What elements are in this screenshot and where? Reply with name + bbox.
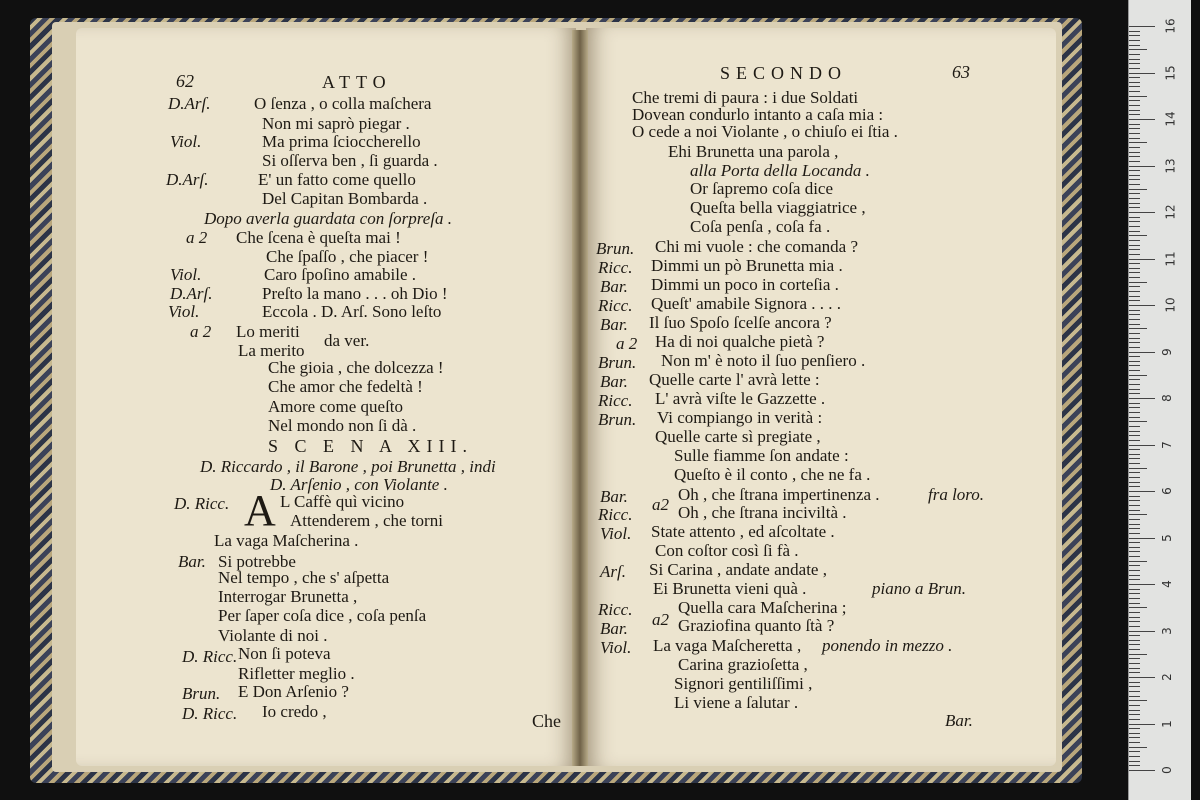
- verse-line: Ha di noi qualche pietà ?: [655, 332, 825, 351]
- ruler-minor-tick: [1129, 668, 1140, 669]
- ruler-minor-tick: [1129, 375, 1147, 376]
- verse-line: Ehi Brunetta una parola ,: [668, 142, 839, 161]
- ruler-label: 4: [1159, 580, 1174, 588]
- ruler-minor-tick: [1129, 565, 1140, 566]
- ruler-minor-tick: [1129, 338, 1140, 339]
- speaker-label: Viol.: [168, 302, 200, 321]
- verse-line: Queſto è il conto , che ne fa .: [674, 465, 871, 484]
- ruler-minor-tick: [1129, 412, 1140, 413]
- ruler-minor-tick: [1129, 142, 1147, 143]
- speaker-label: a2: [652, 610, 669, 629]
- ruler-minor-tick: [1129, 379, 1140, 380]
- ruler-label: 11: [1163, 250, 1178, 267]
- ruler-minor-tick: [1129, 291, 1140, 292]
- verse-line: Attenderem , che torni: [290, 511, 443, 530]
- ruler-minor-tick: [1129, 756, 1140, 757]
- stage-direction: D. Arſenio , con Violante .: [270, 475, 448, 494]
- ruler-minor-tick: [1129, 505, 1140, 506]
- ruler-minor-tick: [1129, 468, 1147, 469]
- speaker-label: Arſ.: [600, 562, 626, 581]
- verse-line: Preſto la mano . . . oh Dio !: [262, 284, 448, 303]
- verse-line: Non m' è noto il ſuo penſiero .: [661, 351, 866, 370]
- verse-line: Quelle carte l' avrà lette :: [649, 370, 820, 389]
- ruler-minor-tick: [1129, 751, 1140, 752]
- ruler-label: 1: [1159, 719, 1174, 728]
- speaker-label: Bar.: [600, 372, 628, 391]
- verse-line: Che ſcena è queſta mai !: [236, 228, 401, 247]
- speaker-label: D. Ricc.: [174, 494, 230, 513]
- ruler-minor-tick: [1129, 105, 1140, 106]
- ruler-minor-tick: [1129, 519, 1140, 520]
- catchword-left: Che: [532, 711, 561, 731]
- verse-line: Con coſtor così ſi fà .: [655, 541, 799, 560]
- ruler-label: 10: [1163, 297, 1178, 313]
- ruler-minor-tick: [1129, 500, 1140, 501]
- ruler-minor-tick: [1129, 514, 1147, 515]
- speaker-label: Viol.: [170, 132, 202, 151]
- ruler-minor-tick: [1129, 193, 1140, 194]
- ruler-label: 12: [1163, 204, 1178, 220]
- speaker-label: a 2: [190, 322, 212, 341]
- ruler-minor-tick: [1129, 719, 1140, 720]
- verse-line: Chi mi vuole : che comanda ?: [655, 237, 858, 256]
- ruler-minor-tick: [1129, 282, 1147, 283]
- ruler-minor-tick: [1129, 477, 1140, 478]
- speaker-label: D.Arſ.: [168, 94, 211, 113]
- ruler-minor-tick: [1129, 384, 1140, 385]
- ruler-label: 16: [1163, 18, 1178, 34]
- ruler-minor-tick: [1129, 612, 1140, 613]
- ruler-minor-tick: [1129, 114, 1140, 115]
- ruler-minor-tick: [1129, 198, 1140, 199]
- ruler-minor-tick: [1129, 510, 1140, 511]
- ruler-minor-tick: [1129, 458, 1140, 459]
- ruler-minor-tick: [1129, 342, 1140, 343]
- verse-line: L Caffè quì vicino: [280, 492, 405, 511]
- measuring-ruler: [1128, 0, 1191, 800]
- verse-line: Che tremi di paura : i due Soldati: [632, 88, 859, 107]
- verse-line: Queſta bella viaggiatrice ,: [690, 198, 866, 217]
- verse-line: Del Capitan Bombarda .: [262, 189, 428, 208]
- verse-line: Si potrebbe: [218, 552, 296, 571]
- ruler-minor-tick: [1129, 40, 1140, 41]
- verse-line: Dimmi un pò Brunetta mia .: [651, 256, 843, 275]
- ruler-tick: [1129, 677, 1155, 678]
- ruler-minor-tick: [1129, 319, 1140, 320]
- ruler-minor-tick: [1129, 421, 1147, 422]
- verse-line: Il ſuo Spoſo ſcelſe ancora ?: [649, 313, 832, 332]
- verse-line: Oh , che ſtrana inciviltà .: [678, 503, 847, 522]
- ruler-minor-tick: [1129, 333, 1140, 334]
- ruler-minor-tick: [1129, 472, 1140, 473]
- ruler-minor-tick: [1129, 710, 1140, 711]
- ruler-minor-tick: [1129, 161, 1140, 162]
- ruler-label: 9: [1159, 347, 1174, 356]
- ruler-minor-tick: [1129, 147, 1140, 148]
- speaker-label: D. Ricc.: [182, 647, 238, 666]
- verse-line: La merito: [238, 341, 305, 360]
- ruler-label: 6: [1159, 487, 1174, 495]
- speaker-label: Bar.: [600, 277, 628, 296]
- ruler-minor-tick: [1129, 356, 1140, 357]
- ruler-minor-tick: [1129, 189, 1147, 190]
- ruler-minor-tick: [1129, 435, 1140, 436]
- verse-line: Nel mondo non ſi dà .: [268, 416, 417, 435]
- ruler-minor-tick: [1129, 449, 1140, 450]
- ruler-minor-tick: [1129, 644, 1140, 645]
- verse-line: O cede a noi Violante , o chiuſo ei ſtia .: [632, 122, 898, 141]
- ruler-minor-tick: [1129, 82, 1140, 83]
- ruler-minor-tick: [1129, 59, 1140, 60]
- catchword-right: Bar.: [945, 711, 973, 730]
- speaker-label: D.Arſ.: [170, 284, 213, 303]
- ruler-minor-tick: [1129, 705, 1140, 706]
- ruler-minor-tick: [1129, 68, 1140, 69]
- ruler-label: 5: [1159, 533, 1174, 542]
- ruler-minor-tick: [1129, 654, 1147, 655]
- verse-line: Violante di noi .: [218, 626, 328, 645]
- ruler-minor-tick: [1129, 486, 1140, 487]
- page-number-right: 63: [952, 62, 970, 82]
- verse-line: Carina grazioſetta ,: [678, 655, 808, 674]
- verse-line: Si oſſerva ben , ſi guarda .: [262, 151, 438, 170]
- ruler-minor-tick: [1129, 128, 1140, 129]
- ruler-tick: [1129, 445, 1155, 446]
- ruler-minor-tick: [1129, 617, 1140, 618]
- ruler-minor-tick: [1129, 286, 1140, 287]
- ruler-label: 13: [1163, 157, 1178, 174]
- speaker-label: Ricc.: [598, 391, 633, 410]
- ruler-minor-tick: [1129, 365, 1140, 366]
- running-head-right: SECONDO: [720, 63, 848, 83]
- speaker-label: Viol.: [600, 524, 632, 543]
- ruler-minor-tick: [1129, 417, 1140, 418]
- speaker-label: D.Arſ.: [166, 170, 209, 189]
- ruler-minor-tick: [1129, 533, 1140, 534]
- verse-line: Queſt' amabile Signora . . . .: [651, 294, 842, 313]
- speaker-label: Bar.: [600, 619, 628, 638]
- ruler-minor-tick: [1129, 658, 1140, 659]
- verse-line: State attento , ed aſcoltate .: [651, 522, 835, 541]
- scene-heading: S C E N A XIII.: [268, 436, 474, 456]
- ruler-minor-tick: [1129, 314, 1140, 315]
- stage-direction: Dopo averla guardata con ſorpreſa .: [204, 209, 453, 228]
- speaker-label: Viol.: [600, 638, 632, 657]
- speaker-label: Bar.: [600, 315, 628, 334]
- verse-line: Lo meriti: [236, 322, 300, 341]
- ruler-minor-tick: [1129, 528, 1140, 529]
- ruler-minor-tick: [1129, 603, 1140, 604]
- ruler-tick: [1129, 398, 1155, 399]
- ruler-minor-tick: [1129, 542, 1140, 543]
- ruler-tick: [1129, 770, 1155, 771]
- ruler-minor-tick: [1129, 761, 1140, 762]
- ruler-label: 8: [1159, 394, 1174, 402]
- speaker-label: a 2: [616, 334, 638, 353]
- ruler-minor-tick: [1129, 598, 1140, 599]
- ruler-tick: [1129, 491, 1155, 492]
- page-number-left: 62: [176, 71, 194, 91]
- verse-line: Non mi saprò piegar .: [262, 114, 410, 133]
- verse-line: Vi compiango in verità :: [657, 408, 823, 427]
- verse-line: O ſenza , o colla maſchera: [254, 94, 432, 113]
- ruler-tick: [1129, 119, 1155, 120]
- ruler-minor-tick: [1129, 686, 1140, 687]
- verse-line: Che ſpaſſo , che piacer !: [266, 247, 429, 266]
- ruler-minor-tick: [1129, 347, 1140, 348]
- ruler-minor-tick: [1129, 737, 1140, 738]
- ruler-minor-tick: [1129, 393, 1140, 394]
- ruler-minor-tick: [1129, 124, 1140, 125]
- speaker-label: Bar.: [178, 552, 206, 571]
- book-gutter: [572, 30, 588, 766]
- ruler-minor-tick: [1129, 175, 1140, 176]
- ruler-minor-tick: [1129, 138, 1140, 139]
- ruler-minor-tick: [1129, 91, 1140, 92]
- verse-line: Per ſaper coſa dice , coſa penſa: [218, 606, 427, 625]
- verse-line: da ver.: [324, 331, 370, 350]
- speaker-label: Viol.: [170, 265, 202, 284]
- ruler-label: 0: [1159, 766, 1174, 774]
- ruler-minor-tick: [1129, 328, 1147, 329]
- speaker-label: D. Ricc.: [182, 704, 238, 723]
- ruler-minor-tick: [1129, 426, 1140, 427]
- ruler-minor-tick: [1129, 361, 1140, 362]
- ruler-minor-tick: [1129, 133, 1140, 134]
- ruler-minor-tick: [1129, 551, 1140, 552]
- ruler-minor-tick: [1129, 86, 1140, 87]
- ruler-minor-tick: [1129, 561, 1147, 562]
- ruler-minor-tick: [1129, 207, 1140, 208]
- verse-line: Or ſapremo coſa dice: [690, 179, 834, 198]
- ruler-minor-tick: [1129, 268, 1140, 269]
- ruler-minor-tick: [1129, 696, 1140, 697]
- ruler-minor-tick: [1129, 626, 1140, 627]
- ruler-minor-tick: [1129, 249, 1140, 250]
- ruler-label: 7: [1159, 440, 1174, 449]
- ruler-minor-tick: [1129, 635, 1140, 636]
- verse-line: Nel tempo , che s' aſpetta: [218, 568, 390, 587]
- ruler-minor-tick: [1129, 296, 1140, 297]
- ruler-label: 2: [1159, 673, 1174, 681]
- ruler-tick: [1129, 212, 1155, 213]
- ruler-minor-tick: [1129, 179, 1140, 180]
- ruler-minor-tick: [1129, 714, 1140, 715]
- verse-line: E Don Arſenio ?: [238, 682, 349, 701]
- ruler-tick: [1129, 538, 1155, 539]
- verse-line: Interrogar Brunetta ,: [218, 587, 358, 606]
- ruler-minor-tick: [1129, 403, 1140, 404]
- ruler-minor-tick: [1129, 649, 1140, 650]
- ruler-minor-tick: [1129, 482, 1140, 483]
- ruler-minor-tick: [1129, 152, 1140, 153]
- verse-line: Che amor che fedeltà !: [268, 377, 423, 396]
- ruler-minor-tick: [1129, 184, 1140, 185]
- ruler-minor-tick: [1129, 463, 1140, 464]
- speaker-label: Ricc.: [598, 258, 633, 277]
- stage-direction: fra loro.: [928, 485, 985, 504]
- verse-line: Graziofina quanto ſtà ?: [678, 616, 835, 635]
- ruler-minor-tick: [1129, 621, 1140, 622]
- speaker-label: Ricc.: [598, 600, 633, 619]
- stage-direction: alla Porta della Locanda .: [690, 161, 870, 180]
- stage-direction: piano a Brun.: [872, 579, 966, 598]
- ruler-minor-tick: [1129, 245, 1140, 246]
- ruler-minor-tick: [1129, 217, 1140, 218]
- ruler-minor-tick: [1129, 389, 1140, 390]
- ruler-tick: [1129, 26, 1155, 27]
- ruler-minor-tick: [1129, 31, 1140, 32]
- ruler-minor-tick: [1129, 440, 1140, 441]
- ruler-minor-tick: [1129, 682, 1140, 683]
- ruler-tick: [1129, 584, 1155, 585]
- ruler-label: 15: [1163, 64, 1178, 81]
- ruler-minor-tick: [1129, 496, 1140, 497]
- ruler-minor-tick: [1129, 221, 1140, 222]
- ruler-minor-tick: [1129, 45, 1140, 46]
- ruler-minor-tick: [1129, 579, 1140, 580]
- ruler-minor-tick: [1129, 672, 1140, 673]
- verse-line: Caro ſpoſino amabile .: [264, 265, 417, 284]
- verse-line: Oh , che ſtrana impertinenza .: [678, 485, 880, 504]
- verse-line: Sulle fiamme ſon andate :: [674, 446, 849, 465]
- ruler-minor-tick: [1129, 240, 1140, 241]
- verse-line: Li viene a ſalutar .: [674, 693, 799, 712]
- verse-line: Dovean condurlo intanto a caſa mia :: [632, 105, 884, 124]
- ruler-minor-tick: [1129, 203, 1140, 204]
- verse-line: Dimmi un poco in corteſia .: [651, 275, 839, 294]
- speaker-label: Brun.: [596, 239, 635, 258]
- ruler-minor-tick: [1129, 547, 1140, 548]
- ruler-minor-tick: [1129, 63, 1140, 64]
- ruler-minor-tick: [1129, 77, 1140, 78]
- ruler-minor-tick: [1129, 49, 1147, 50]
- ruler-tick: [1129, 166, 1155, 167]
- ruler-minor-tick: [1129, 407, 1140, 408]
- speaker-label: a 2: [186, 228, 208, 247]
- verse-line: Io credo ,: [262, 702, 327, 721]
- ruler-minor-tick: [1129, 431, 1140, 432]
- ruler-minor-tick: [1129, 310, 1140, 311]
- verse-line: La vaga Maſcherina .: [214, 531, 359, 550]
- ruler-minor-tick: [1129, 742, 1140, 743]
- speaker-label: Ricc.: [598, 296, 633, 315]
- ruler-minor-tick: [1129, 110, 1140, 111]
- verse-line: Ei Brunetta vieni quà .: [653, 579, 807, 598]
- ruler-minor-tick: [1129, 575, 1140, 576]
- ruler-label: 14: [1163, 111, 1178, 127]
- ruler-minor-tick: [1129, 765, 1140, 766]
- ruler-minor-tick: [1129, 35, 1140, 36]
- speaker-label: Ricc.: [598, 505, 633, 524]
- verse-line: Rifletter meglio .: [238, 664, 355, 683]
- ruler-tick: [1129, 73, 1155, 74]
- ruler-minor-tick: [1129, 96, 1147, 97]
- ruler-minor-tick: [1129, 54, 1140, 55]
- verse-line: Quella cara Maſcherina ;: [678, 598, 847, 617]
- ruler-tick: [1129, 724, 1155, 725]
- ruler-minor-tick: [1129, 454, 1140, 455]
- verse-line: La vaga Maſcheretta ,: [653, 636, 802, 655]
- verse-line: Che gioia , che dolcezza !: [268, 358, 444, 377]
- running-head-left: ATTO: [322, 72, 392, 92]
- verse-line: Ma prima ſcioccherello: [262, 132, 421, 151]
- ruler-minor-tick: [1129, 277, 1140, 278]
- ruler-minor-tick: [1129, 700, 1147, 701]
- speaker-label: Brun.: [598, 353, 637, 372]
- ruler-minor-tick: [1129, 593, 1140, 594]
- ruler-minor-tick: [1129, 170, 1140, 171]
- speaker-label: Bar.: [600, 487, 628, 506]
- ruler-minor-tick: [1129, 640, 1140, 641]
- verse-line: L' avrà viſte le Gazzette .: [655, 389, 826, 408]
- ruler-tick: [1129, 305, 1155, 306]
- drop-cap: A: [244, 486, 276, 535]
- ruler-minor-tick: [1129, 100, 1140, 101]
- ruler-minor-tick: [1129, 324, 1140, 325]
- verse-line: Quelle carte sì pregiate ,: [655, 427, 821, 446]
- ruler-tick: [1129, 631, 1155, 632]
- verse-line: Si Carina , andate andate ,: [649, 560, 827, 579]
- ruler-tick: [1129, 352, 1155, 353]
- ruler-minor-tick: [1129, 589, 1140, 590]
- ruler-minor-tick: [1129, 231, 1140, 232]
- ruler-minor-tick: [1129, 226, 1140, 227]
- speaker-label: a2: [652, 495, 669, 514]
- ruler-minor-tick: [1129, 607, 1147, 608]
- ruler-minor-tick: [1129, 370, 1140, 371]
- ruler-minor-tick: [1129, 728, 1140, 729]
- speaker-label: Brun.: [182, 684, 221, 703]
- verse-line: E' un fatto come quello: [258, 170, 416, 189]
- ruler-minor-tick: [1129, 691, 1140, 692]
- ruler-tick: [1129, 259, 1155, 260]
- ruler-minor-tick: [1129, 272, 1140, 273]
- speaker-label: Brun.: [598, 410, 637, 429]
- verse-line: Signori gentiliſſimi ,: [674, 674, 813, 693]
- ruler-minor-tick: [1129, 254, 1140, 255]
- ruler-minor-tick: [1129, 235, 1147, 236]
- ruler-label: 3: [1159, 626, 1174, 635]
- ruler-minor-tick: [1129, 524, 1140, 525]
- verse-line: Eccola . D. Arſ. Sono leſto: [262, 302, 442, 321]
- verse-line: Coſa penſa , coſa fa .: [690, 217, 831, 236]
- ruler-minor-tick: [1129, 733, 1140, 734]
- stage-direction: D. Riccardo , il Barone , poi Brunetta , indi: [200, 457, 496, 476]
- ruler-minor-tick: [1129, 556, 1140, 557]
- verse-line: Amore come queſto: [268, 397, 404, 416]
- verse-line: Non ſi poteva: [238, 644, 331, 663]
- stage-direction: ponendo in mezzo .: [822, 636, 953, 655]
- ruler-minor-tick: [1129, 570, 1140, 571]
- ruler-minor-tick: [1129, 663, 1140, 664]
- ruler-minor-tick: [1129, 263, 1140, 264]
- ruler-minor-tick: [1129, 747, 1147, 748]
- ruler-minor-tick: [1129, 300, 1140, 301]
- ruler-minor-tick: [1129, 156, 1140, 157]
